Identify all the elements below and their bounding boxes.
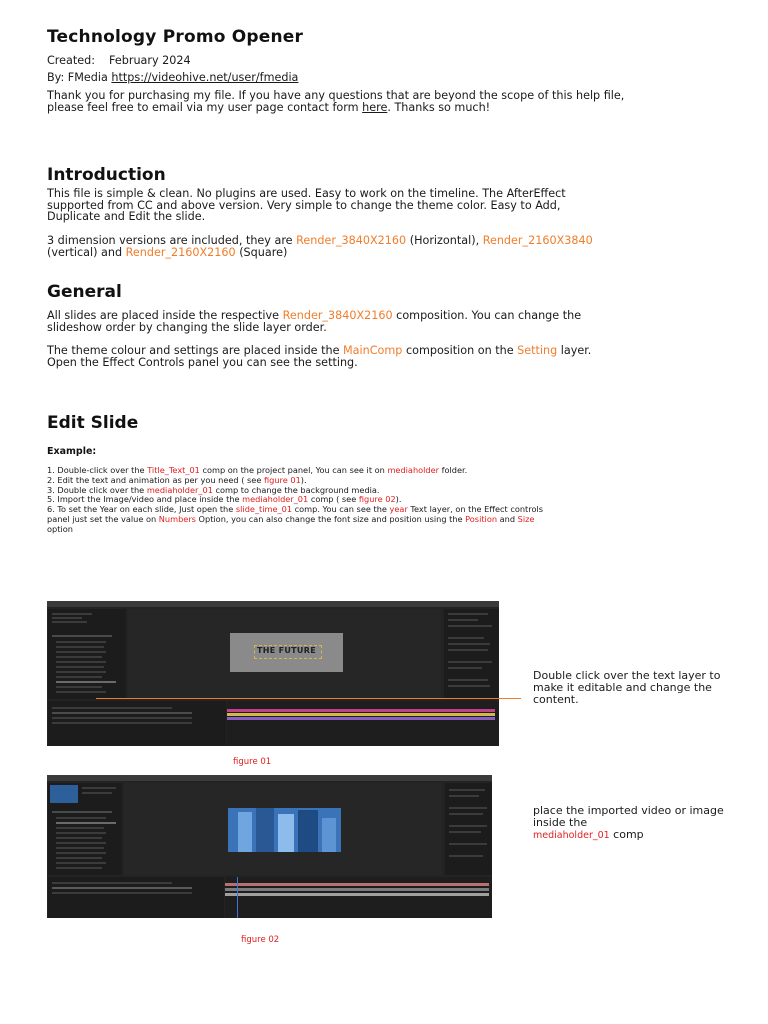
step-text: 3. Double click over the — [47, 484, 147, 495]
thanks-end: . Thanks so much! — [387, 100, 491, 114]
timeline-layers — [48, 701, 226, 746]
figure-02-ref: figure 02 — [358, 494, 396, 505]
figure-02-note — [533, 805, 733, 841]
step-text: 5. Import the Image/video and place inside the — [47, 494, 243, 505]
dimensions-paragraph — [47, 235, 727, 258]
effect-controls-panel — [444, 609, 499, 699]
timeline-layers — [48, 877, 224, 918]
note-text: place the imported video or image inside the — [533, 804, 724, 829]
figure-02-caption: figure 02 — [241, 935, 280, 945]
step-text: ). — [300, 474, 307, 485]
position-option: Position — [465, 513, 498, 524]
preview-frame — [230, 633, 343, 672]
effect-controls-panel — [445, 783, 492, 875]
created-line — [47, 55, 727, 67]
thanks-line-2 — [47, 102, 727, 114]
thanks-line-1: Thank you for purchasing my file. If you have any questions that are beyond the scope of this help file, — [47, 89, 625, 102]
step-text: comp ( see — [308, 494, 359, 505]
step-text: ). — [395, 494, 402, 505]
playhead[interactable] — [237, 877, 238, 918]
text-bounding-box — [254, 645, 322, 659]
thanks-text: please feel free to email via my user page contact form — [47, 100, 363, 114]
general-text: composition on the — [402, 344, 518, 357]
note-text: comp — [609, 827, 644, 841]
project-panel — [48, 783, 122, 875]
figure-01-note: Double click over the text layer to make it editable and change the content. — [533, 669, 721, 706]
step-text: Option, you can also change the font size and position using the — [195, 513, 466, 524]
mediaholder-comp: mediaholder_01 — [146, 484, 213, 495]
introduction-heading: Introduction — [47, 165, 166, 185]
page-title: Technology Promo Opener — [47, 27, 304, 47]
general-heading: General — [47, 282, 122, 302]
general-text: composition. You can change the — [392, 309, 582, 322]
thanks-paragraph — [47, 90, 727, 113]
figure-02-screenshot — [47, 775, 492, 918]
edit-slide-heading: Edit Slide — [47, 413, 139, 433]
dims-text: (vertical) and — [47, 245, 126, 259]
general-paragraph-1 — [47, 310, 727, 333]
preview-title-text: THE FUTURE — [257, 646, 316, 655]
step-text: folder. — [439, 465, 468, 475]
imported-media-preview — [228, 808, 341, 852]
figure-01-ref: figure 01 — [263, 474, 301, 485]
year-layer: year — [389, 504, 408, 515]
intro-line-2: supported from CC and above version. Very simple to change the theme color. Easy to Add, — [47, 198, 561, 212]
general-text: layer. — [557, 344, 592, 357]
numbers-option: Numbers — [158, 513, 196, 524]
dims-text: (Horizontal), — [406, 234, 483, 247]
dims-text: (Square) — [235, 245, 288, 259]
author-link[interactable]: https://videohive.net/user/fmedia — [111, 71, 299, 84]
size-option: Size — [517, 513, 535, 524]
mediaholder-comp: mediaholder_01 — [242, 494, 309, 505]
composition-viewer — [124, 783, 442, 875]
render-square-name: Render_2160X2160 — [125, 245, 236, 259]
intro-line-1: This file is simple & clean. No plugins are used. Easy to work on the timeline. The AfterEffect — [47, 187, 566, 200]
author-line — [47, 72, 727, 84]
dimensions-line-2 — [47, 247, 727, 259]
step-text: comp. You can see the — [292, 504, 390, 515]
step-text: and — [497, 513, 518, 524]
created-value: February 2024 — [109, 54, 191, 67]
created-label: Created: — [47, 54, 96, 67]
callout-line — [96, 698, 499, 699]
render-comp-name: Render_3840X2160 — [282, 309, 393, 322]
general-line-4: Open the Effect Controls panel you can see the setting. — [47, 355, 358, 369]
step-text: comp on the project panel, You can see it on — [199, 465, 388, 475]
figure-01-caption: figure 01 — [233, 757, 272, 767]
step-text: 6. To set the Year on each slide, Just open the — [47, 504, 236, 515]
step-text: 2. Edit the text and animation as per you need ( see — [47, 474, 264, 485]
timeline-tracks — [225, 877, 492, 918]
general-text: The theme colour and settings are placed inside the — [47, 344, 344, 357]
composition-viewer — [128, 609, 441, 699]
mediaholder-folder: mediaholder — [387, 465, 440, 475]
step-6-end: option — [47, 523, 73, 534]
step-text: panel just set the value on — [47, 513, 159, 524]
thumbnail — [50, 785, 78, 803]
figure-01-screenshot — [47, 601, 499, 746]
step-text: Text layer, on the Effect controls — [407, 504, 543, 515]
general-line-1 — [47, 310, 727, 322]
ae-menubar — [47, 775, 492, 781]
callout-line-ext — [499, 698, 521, 699]
setting-layer-name: Setting — [517, 344, 558, 357]
author-label: By: FMedia — [47, 71, 108, 84]
general-line-2: slideshow order by changing the slide layer order. — [47, 320, 327, 334]
render-horizontal-name: Render_3840X2160 — [296, 234, 407, 247]
render-vertical-name: Render_2160X3840 — [482, 234, 593, 247]
ae-menubar — [47, 601, 499, 607]
general-line-3 — [47, 345, 727, 357]
title-text-comp: Title_Text_01 — [147, 465, 200, 475]
dims-text: 3 dimension versions are included, they are — [47, 234, 297, 247]
step-text: 1. Double-click over the — [47, 465, 148, 475]
maincomp-name: MainComp — [343, 344, 403, 357]
example-label: Example: — [47, 446, 97, 457]
mediaholder-comp: mediaholder_01 — [533, 829, 610, 841]
contact-form-link[interactable]: here — [362, 100, 388, 114]
intro-line-3: Duplicate and Edit the slide. — [47, 210, 206, 224]
steps-list — [47, 466, 727, 535]
timeline-tracks — [227, 701, 499, 746]
project-panel — [48, 609, 126, 699]
step-text: comp to change the background media. — [212, 484, 380, 495]
general-paragraph-2 — [47, 345, 727, 368]
introduction-paragraph — [47, 188, 727, 223]
step-6-cont — [47, 515, 727, 525]
slide-time-comp: slide_time_01 — [235, 504, 293, 515]
general-text: All slides are placed inside the respective — [47, 309, 283, 322]
